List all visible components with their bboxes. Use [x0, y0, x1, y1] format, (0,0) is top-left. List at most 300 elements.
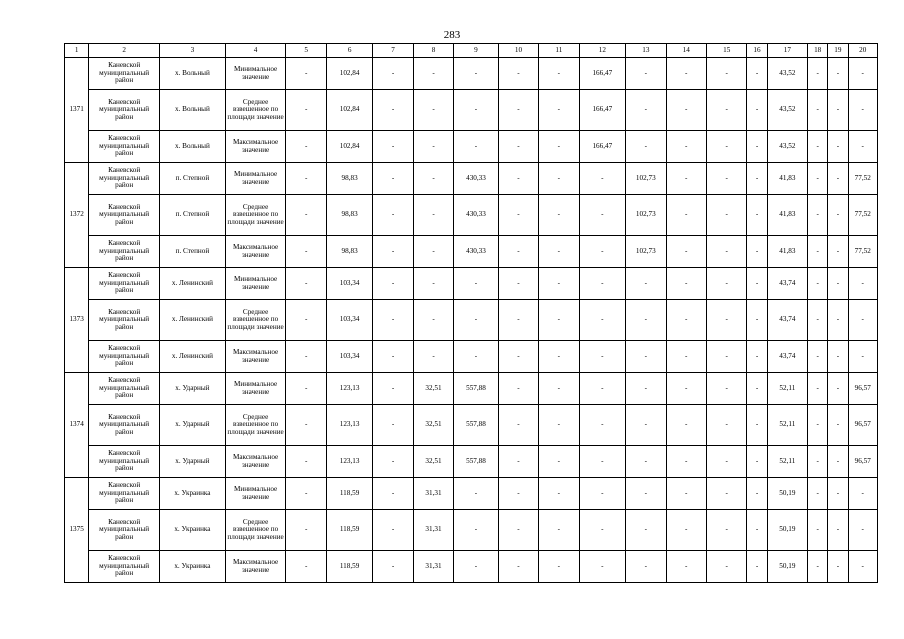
value-cell: 102,73	[626, 236, 666, 268]
value-cell: -	[808, 446, 828, 478]
value-type-cell: Максимальное значение	[225, 341, 286, 373]
value-cell: -	[539, 90, 579, 131]
value-cell: -	[706, 58, 746, 90]
value-cell: 77,52	[848, 195, 878, 236]
value-cell: -	[747, 268, 767, 300]
value-cell: -	[579, 300, 626, 341]
value-cell: -	[828, 195, 848, 236]
value-cell: -	[747, 373, 767, 405]
record-number: 1372	[65, 163, 89, 268]
value-cell: -	[286, 405, 326, 446]
value-cell: -	[373, 195, 413, 236]
column-header: 9	[454, 44, 498, 58]
value-cell: 557,88	[454, 446, 498, 478]
value-cell: -	[747, 300, 767, 341]
value-cell: -	[498, 131, 538, 163]
value-cell: -	[808, 163, 828, 195]
table-row	[65, 446, 878, 478]
value-cell: 166,47	[579, 58, 626, 90]
value-cell: -	[413, 131, 453, 163]
column-header: 2	[89, 44, 160, 58]
value-cell: -	[747, 195, 767, 236]
column-header: 12	[579, 44, 626, 58]
value-cell: -	[539, 131, 579, 163]
value-type-cell: Максимальное значение	[225, 446, 286, 478]
value-cell: -	[828, 163, 848, 195]
column-header: 11	[539, 44, 579, 58]
value-cell: -	[848, 131, 878, 163]
value-cell: -	[579, 478, 626, 510]
column-header: 7	[373, 44, 413, 58]
value-cell: 103,34	[326, 341, 373, 373]
column-header: 20	[848, 44, 878, 58]
locality-cell: п. Степной	[160, 195, 226, 236]
value-cell: -	[286, 510, 326, 551]
value-cell: -	[373, 300, 413, 341]
value-type-cell: Максимальное значение	[225, 131, 286, 163]
value-cell: -	[539, 268, 579, 300]
value-cell: -	[848, 341, 878, 373]
value-cell: -	[808, 236, 828, 268]
value-cell: -	[626, 300, 666, 341]
column-header: 15	[706, 44, 746, 58]
value-cell: -	[666, 373, 706, 405]
table-row	[65, 405, 878, 446]
value-cell: -	[848, 268, 878, 300]
table-row	[65, 551, 878, 583]
value-cell: -	[286, 163, 326, 195]
value-cell: -	[808, 478, 828, 510]
value-cell: 123,13	[326, 446, 373, 478]
value-cell: 31,31	[413, 478, 453, 510]
data-table	[64, 43, 878, 583]
value-type-cell: Минимальное значение	[225, 373, 286, 405]
value-cell: -	[454, 341, 498, 373]
value-cell: 43,52	[767, 90, 807, 131]
value-cell: -	[626, 510, 666, 551]
value-cell: -	[706, 446, 746, 478]
value-cell: -	[706, 405, 746, 446]
value-cell: -	[626, 373, 666, 405]
value-cell: 430,33	[454, 195, 498, 236]
table-row	[65, 510, 878, 551]
value-cell: 52,11	[767, 373, 807, 405]
locality-cell: х. Ленинский	[160, 300, 226, 341]
value-cell: -	[666, 58, 706, 90]
value-cell: -	[706, 510, 746, 551]
value-cell: -	[666, 90, 706, 131]
value-cell: -	[373, 446, 413, 478]
value-cell: -	[373, 236, 413, 268]
value-cell: -	[498, 236, 538, 268]
value-cell: 52,11	[767, 405, 807, 446]
value-cell: -	[808, 300, 828, 341]
value-type-cell: Среднее взвешенное по площади значение	[225, 300, 286, 341]
value-cell: -	[828, 446, 848, 478]
value-type-cell: Максимальное значение	[225, 236, 286, 268]
page-number: 283	[443, 29, 461, 41]
value-cell: -	[373, 163, 413, 195]
value-cell: 50,19	[767, 551, 807, 583]
value-cell: -	[373, 90, 413, 131]
value-cell: -	[706, 195, 746, 236]
value-cell: -	[539, 373, 579, 405]
value-cell: -	[539, 446, 579, 478]
value-cell: -	[747, 510, 767, 551]
value-cell: -	[808, 268, 828, 300]
district-cell: Каневской муниципальный район	[89, 58, 160, 90]
value-cell: 41,83	[767, 195, 807, 236]
value-cell: -	[848, 478, 878, 510]
value-cell: -	[498, 478, 538, 510]
value-cell: -	[747, 478, 767, 510]
value-cell: -	[626, 58, 666, 90]
value-cell: -	[286, 131, 326, 163]
table-row	[65, 195, 878, 236]
value-cell: 103,34	[326, 300, 373, 341]
column-header: 6	[326, 44, 373, 58]
value-cell: -	[454, 300, 498, 341]
value-cell: -	[498, 195, 538, 236]
value-cell: 430,33	[454, 163, 498, 195]
value-cell: 166,47	[579, 90, 626, 131]
value-cell: -	[828, 90, 848, 131]
value-cell: 41,83	[767, 236, 807, 268]
value-cell: -	[286, 58, 326, 90]
value-cell: -	[579, 373, 626, 405]
value-cell: -	[498, 405, 538, 446]
value-cell: -	[828, 405, 848, 446]
record-number: 1374	[65, 373, 89, 478]
value-cell: -	[666, 478, 706, 510]
value-type-cell: Минимальное значение	[225, 478, 286, 510]
value-cell: -	[539, 478, 579, 510]
value-cell: -	[579, 510, 626, 551]
value-cell: -	[706, 268, 746, 300]
value-cell: -	[539, 551, 579, 583]
value-cell: 31,31	[413, 551, 453, 583]
district-cell: Каневской муниципальный район	[89, 163, 160, 195]
value-cell: -	[373, 268, 413, 300]
value-cell: -	[666, 300, 706, 341]
value-cell: -	[498, 163, 538, 195]
locality-cell: х. Ударный	[160, 405, 226, 446]
value-cell: -	[706, 90, 746, 131]
value-cell: -	[666, 236, 706, 268]
value-cell: -	[666, 268, 706, 300]
district-cell: Каневской муниципальный район	[89, 551, 160, 583]
value-cell: -	[666, 195, 706, 236]
value-cell: 102,84	[326, 131, 373, 163]
value-cell: -	[848, 510, 878, 551]
value-cell: -	[626, 341, 666, 373]
value-cell: -	[828, 58, 848, 90]
table-row	[65, 90, 878, 131]
value-cell: -	[626, 405, 666, 446]
locality-cell: х. Ленинский	[160, 268, 226, 300]
district-cell: Каневской муниципальный район	[89, 373, 160, 405]
value-cell: 43,74	[767, 341, 807, 373]
value-cell: -	[828, 373, 848, 405]
value-cell: 557,88	[454, 405, 498, 446]
value-cell: 43,74	[767, 300, 807, 341]
value-cell: 102,84	[326, 58, 373, 90]
value-cell: -	[579, 446, 626, 478]
value-cell: 31,31	[413, 510, 453, 551]
value-cell: 166,47	[579, 131, 626, 163]
value-cell: -	[666, 551, 706, 583]
value-cell: -	[579, 551, 626, 583]
value-cell: 118,59	[326, 551, 373, 583]
value-cell: 98,83	[326, 195, 373, 236]
value-cell: 77,52	[848, 236, 878, 268]
value-cell: -	[828, 510, 848, 551]
value-cell: -	[747, 341, 767, 373]
value-cell: 96,57	[848, 405, 878, 446]
value-cell: -	[413, 195, 453, 236]
value-cell: -	[498, 300, 538, 341]
locality-cell: х. Ленинский	[160, 341, 226, 373]
value-cell: -	[828, 478, 848, 510]
district-cell: Каневской муниципальный район	[89, 446, 160, 478]
record-number: 1371	[65, 58, 89, 163]
value-cell: -	[626, 268, 666, 300]
value-cell: -	[706, 341, 746, 373]
value-cell: -	[539, 195, 579, 236]
value-cell: 98,83	[326, 163, 373, 195]
value-cell: -	[373, 373, 413, 405]
value-cell: -	[808, 90, 828, 131]
table-row	[65, 300, 878, 341]
value-cell: -	[706, 373, 746, 405]
value-cell: -	[413, 341, 453, 373]
value-cell: -	[373, 510, 413, 551]
column-header: 3	[160, 44, 226, 58]
value-cell: 102,73	[626, 195, 666, 236]
value-cell: -	[413, 163, 453, 195]
value-cell: -	[579, 236, 626, 268]
value-cell: -	[454, 478, 498, 510]
value-cell: -	[498, 341, 538, 373]
value-cell: -	[747, 58, 767, 90]
value-cell: -	[626, 90, 666, 131]
locality-cell: п. Степной	[160, 163, 226, 195]
table-row	[65, 236, 878, 268]
value-cell: -	[808, 58, 828, 90]
value-cell: -	[539, 163, 579, 195]
value-cell: -	[666, 163, 706, 195]
column-header: 5	[286, 44, 326, 58]
value-cell: -	[413, 58, 453, 90]
value-cell: -	[747, 131, 767, 163]
locality-cell: х. Вольный	[160, 58, 226, 90]
value-type-cell: Минимальное значение	[225, 163, 286, 195]
value-cell: 102,73	[626, 163, 666, 195]
value-cell: -	[498, 373, 538, 405]
value-cell: -	[454, 131, 498, 163]
table-row	[65, 131, 878, 163]
column-header: 16	[747, 44, 767, 58]
value-cell: -	[454, 268, 498, 300]
value-cell: 32,51	[413, 373, 453, 405]
value-type-cell: Максимальное значение	[225, 551, 286, 583]
value-cell: -	[373, 405, 413, 446]
value-type-cell: Среднее взвешенное по площади значение	[225, 405, 286, 446]
value-cell: 102,84	[326, 90, 373, 131]
value-cell: -	[498, 90, 538, 131]
value-cell: 77,52	[848, 163, 878, 195]
value-cell: -	[498, 510, 538, 551]
table-row	[65, 163, 878, 195]
value-cell: -	[848, 300, 878, 341]
district-cell: Каневской муниципальный район	[89, 405, 160, 446]
value-cell: -	[413, 268, 453, 300]
value-cell: -	[666, 510, 706, 551]
locality-cell: п. Степной	[160, 236, 226, 268]
value-cell: -	[373, 58, 413, 90]
value-cell: -	[747, 236, 767, 268]
value-cell: -	[706, 163, 746, 195]
value-cell: -	[848, 551, 878, 583]
value-cell: 96,57	[848, 446, 878, 478]
table-row	[65, 341, 878, 373]
value-cell: 123,13	[326, 405, 373, 446]
value-cell: 98,83	[326, 236, 373, 268]
value-cell: -	[808, 341, 828, 373]
value-cell: -	[666, 405, 706, 446]
value-cell: 43,52	[767, 58, 807, 90]
value-cell: -	[828, 341, 848, 373]
value-cell: 43,74	[767, 268, 807, 300]
header-row	[65, 44, 878, 58]
value-cell: -	[539, 300, 579, 341]
district-cell: Каневской муниципальный район	[89, 268, 160, 300]
value-cell: -	[579, 405, 626, 446]
value-type-cell: Среднее взвешенное по площади значение	[225, 195, 286, 236]
value-cell: -	[848, 90, 878, 131]
value-cell: -	[286, 300, 326, 341]
column-header: 1	[65, 44, 89, 58]
value-cell: 41,83	[767, 163, 807, 195]
column-header: 14	[666, 44, 706, 58]
value-cell: 50,19	[767, 510, 807, 551]
record-number: 1375	[65, 478, 89, 583]
value-cell: -	[626, 478, 666, 510]
value-cell: -	[747, 163, 767, 195]
value-cell: -	[828, 551, 848, 583]
value-cell: -	[373, 341, 413, 373]
table-row	[65, 268, 878, 300]
value-cell: -	[286, 195, 326, 236]
value-cell: 430,33	[454, 236, 498, 268]
column-header: 4	[225, 44, 286, 58]
value-type-cell: Минимальное значение	[225, 58, 286, 90]
district-cell: Каневской муниципальный район	[89, 195, 160, 236]
value-cell: -	[579, 195, 626, 236]
value-cell: -	[539, 58, 579, 90]
value-cell: -	[828, 300, 848, 341]
value-cell: -	[413, 236, 453, 268]
value-cell: -	[579, 163, 626, 195]
value-type-cell: Минимальное значение	[225, 268, 286, 300]
district-cell: Каневской муниципальный район	[89, 478, 160, 510]
value-cell: -	[666, 446, 706, 478]
value-type-cell: Среднее взвешенное по площади значение	[225, 510, 286, 551]
value-cell: 52,11	[767, 446, 807, 478]
value-cell: -	[373, 131, 413, 163]
value-cell: -	[454, 90, 498, 131]
district-cell: Каневской муниципальный район	[89, 510, 160, 551]
value-cell: 557,88	[454, 373, 498, 405]
value-cell: -	[539, 236, 579, 268]
value-cell: -	[454, 551, 498, 583]
locality-cell: х. Ударный	[160, 373, 226, 405]
column-header: 13	[626, 44, 666, 58]
table-row	[65, 373, 878, 405]
value-cell: -	[828, 236, 848, 268]
table-body	[65, 58, 878, 583]
value-cell: -	[286, 90, 326, 131]
value-cell: -	[413, 90, 453, 131]
value-cell: -	[706, 300, 746, 341]
value-cell: -	[286, 268, 326, 300]
value-cell: -	[373, 551, 413, 583]
column-header: 19	[828, 44, 848, 58]
locality-cell: х. Ударный	[160, 446, 226, 478]
record-number: 1373	[65, 268, 89, 373]
value-cell: 32,51	[413, 446, 453, 478]
value-type-cell: Среднее взвешенное по площади значение	[225, 90, 286, 131]
value-cell: -	[286, 478, 326, 510]
value-cell: -	[539, 510, 579, 551]
locality-cell: х. Украинка	[160, 510, 226, 551]
value-cell: -	[498, 58, 538, 90]
column-header: 18	[808, 44, 828, 58]
value-cell: -	[286, 341, 326, 373]
value-cell: -	[498, 551, 538, 583]
value-cell: -	[626, 551, 666, 583]
column-header: 17	[767, 44, 807, 58]
value-cell: -	[808, 551, 828, 583]
value-cell: -	[808, 195, 828, 236]
value-cell: -	[706, 551, 746, 583]
value-cell: 123,13	[326, 373, 373, 405]
locality-cell: х. Украинка	[160, 478, 226, 510]
value-cell: 96,57	[848, 373, 878, 405]
value-cell: -	[286, 236, 326, 268]
locality-cell: х. Украинка	[160, 551, 226, 583]
value-cell: -	[808, 373, 828, 405]
value-cell: -	[413, 300, 453, 341]
table-row	[65, 58, 878, 90]
value-cell: -	[286, 446, 326, 478]
district-cell: Каневской муниципальный район	[89, 236, 160, 268]
value-cell: 50,19	[767, 478, 807, 510]
value-cell: -	[539, 405, 579, 446]
value-cell: -	[848, 58, 878, 90]
column-header: 10	[498, 44, 538, 58]
value-cell: 118,59	[326, 510, 373, 551]
value-cell: -	[373, 478, 413, 510]
value-cell: -	[828, 268, 848, 300]
value-cell: -	[454, 510, 498, 551]
value-cell: -	[579, 341, 626, 373]
district-cell: Каневской муниципальный район	[89, 131, 160, 163]
value-cell: -	[747, 551, 767, 583]
value-cell: 103,34	[326, 268, 373, 300]
district-cell: Каневской муниципальный район	[89, 300, 160, 341]
locality-cell: х. Вольный	[160, 131, 226, 163]
